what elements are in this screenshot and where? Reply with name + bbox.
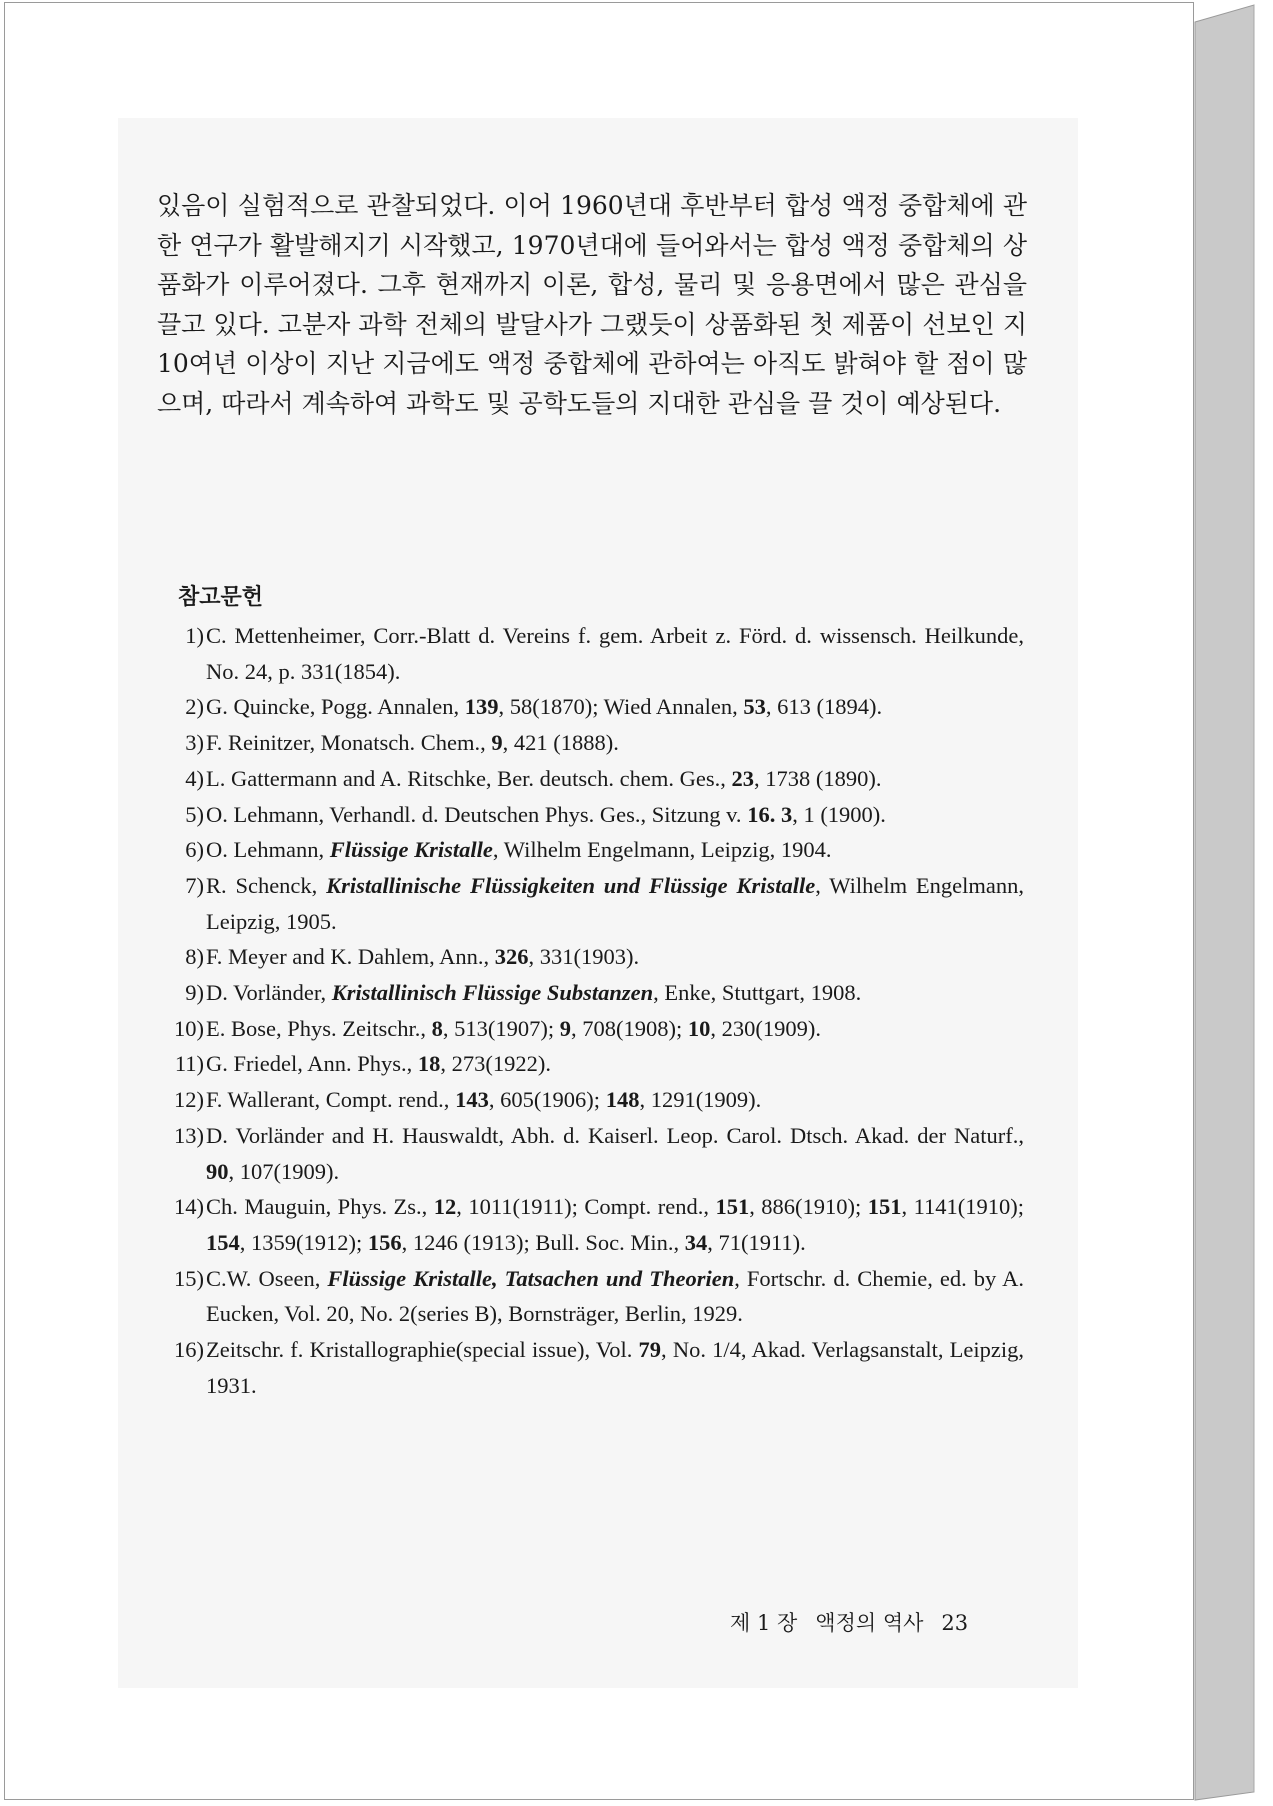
- reference-text: L. Gattermann and A. Ritschke, Ber. deutsch. chem. Ges.,: [206, 765, 732, 791]
- reference-volume: 90: [206, 1158, 229, 1184]
- reference-text: , 331(1903).: [528, 944, 640, 970]
- reference-text: , 605(1906);: [488, 1087, 606, 1113]
- reference-text: , 886(1910);: [749, 1194, 868, 1220]
- reference-number: 3): [185, 730, 204, 756]
- reference-volume: 151: [867, 1194, 902, 1220]
- footer-chapter: 제 1 장: [730, 1611, 798, 1635]
- reference-text: G. Friedel, Ann. Phys.,: [206, 1051, 418, 1077]
- reference-volume: 23: [731, 765, 754, 791]
- reference-text: D. Vorländer and H. Hauswaldt, Abh. d. Kaiserl. Leop. Carol. Dtsch. Akad. der Naturf.,: [206, 1122, 1024, 1148]
- reference-text: O. Lehmann,: [206, 837, 330, 863]
- reference-number: 5): [185, 801, 204, 827]
- reference-text: , 58(1870); Wied Annalen,: [498, 694, 744, 720]
- reference-text: , 613 (1894).: [765, 694, 883, 720]
- reference-volume: 8: [431, 1015, 443, 1041]
- reference-title: Kristallinisch Flüssige Substanzen: [331, 980, 654, 1006]
- reference-item: [166, 868, 1024, 939]
- reference-text: , 513(1907);: [442, 1015, 560, 1041]
- reference-title: Kristallinische Flüssigkeiten und Flüssige Kristalle: [326, 872, 816, 898]
- reference-volume: 10: [687, 1015, 711, 1041]
- reference-text: Ch. Mauguin, Phys. Zs.,: [206, 1194, 434, 1220]
- reference-item: [166, 1261, 1024, 1332]
- reference-text: , 1738 (1890).: [754, 765, 882, 791]
- reference-volume: 156: [367, 1229, 402, 1255]
- body-paragraph: 있음이 실험적으로 관찰되었다. 이어 1960년대 후반부터 합성 액정 중합체에 관한 연구가 활발해지기 시작했고, 1970년대에 들어와서는 합성 액정 중합체의 상품화가 이루어졌다. 그후 현재까지 이론, 합성, 물리 및 응용면에서 많은 관심을 끌고 있다. 고분자 과학 전체의 발달사가 그랬듯이 상품화된 첫 제품이 선보인 지 10여년 이상이 지난 지금에도 액정 중합체에 관하여는 아직도 밝혀야 할 점이 많으며, 따라서 계속하여 과학도 및 공학도들의 지대한 관심을 끌 것이 예상된다.: [157, 191, 1027, 418]
- reference-text: , 230(1909).: [710, 1015, 821, 1041]
- reference-text: F. Reinitzer, Monatsch. Chem.,: [206, 730, 492, 756]
- reference-text: , 421 (1888).: [502, 730, 619, 756]
- reference-text: C. Mettenheimer, Corr.-Blatt d. Vereins f. gem. Arbeit z. Förd. d. wissensch. Heilkunde, No. 24, p. 331(1854).: [206, 623, 1024, 684]
- reference-text: , 1291(1909).: [639, 1087, 762, 1113]
- reference-volume: 151: [715, 1194, 750, 1220]
- reference-item: [166, 1082, 1024, 1118]
- reference-volume: 34: [684, 1229, 708, 1255]
- reference-text: , 1011(1911); Compt. rend.,: [456, 1194, 716, 1220]
- reference-text: G. Quincke, Pogg. Annalen,: [206, 694, 465, 720]
- reference-text: F. Wallerant, Compt. rend.,: [206, 1087, 456, 1113]
- reference-number: 1): [185, 623, 204, 648]
- reference-text: , 1359(1912);: [239, 1229, 368, 1255]
- reference-item: [166, 1189, 1024, 1260]
- reference-text: , 708(1908);: [571, 1015, 688, 1041]
- reference-number: 9): [185, 980, 204, 1006]
- reference-item: [166, 832, 1024, 868]
- reference-number: 2): [185, 694, 204, 720]
- reference-text: , Wilhelm Engelmann, Leipzig, 1904.: [492, 837, 832, 863]
- reference-text: R. Schenck,: [206, 872, 327, 898]
- reference-volume: 16. 3: [747, 801, 793, 827]
- reference-text: C.W. Oseen,: [206, 1265, 328, 1291]
- footer-chapter-title: 액정의 역사: [815, 1611, 924, 1635]
- reference-text: F. Meyer and K. Dahlem, Ann.,: [206, 944, 495, 970]
- reference-number: 10): [174, 1015, 204, 1041]
- reference-item: [166, 975, 1024, 1011]
- reference-volume: 18: [417, 1051, 441, 1077]
- reference-text: , 1141(1910);: [901, 1194, 1024, 1220]
- reference-volume: 53: [743, 694, 766, 720]
- reference-number: 15): [174, 1265, 204, 1291]
- reference-text: Zeitschr. f. Kristallographie(special issue), Vol.: [206, 1337, 639, 1363]
- reference-volume: 139: [464, 694, 499, 720]
- reference-number: 13): [174, 1122, 204, 1148]
- reference-text: D. Vorländer,: [206, 980, 332, 1006]
- reference-text: , 1246 (1913); Bull. Soc. Min.,: [401, 1229, 685, 1255]
- reference-text: , Wilhelm Engelmann, Leipzig, 1905.: [206, 872, 1024, 934]
- reference-text: , No. 1/4, Akad. Verlagsanstalt, Leipzig, 1931.: [206, 1337, 1024, 1398]
- reference-text: , 1 (1900).: [792, 801, 886, 827]
- reference-number: 7): [185, 872, 204, 898]
- reference-item: [166, 725, 1024, 761]
- running-footer: [730, 1607, 1000, 1637]
- page-number: 23: [941, 1611, 969, 1635]
- reference-item: [166, 1011, 1024, 1047]
- reference-number: 16): [174, 1337, 204, 1363]
- reference-volume: 326: [494, 944, 529, 970]
- reference-item: [166, 1118, 1024, 1189]
- reference-number: 12): [174, 1087, 204, 1113]
- references-heading: 참고문헌: [178, 585, 264, 610]
- reference-item: [166, 939, 1024, 975]
- reference-item: [166, 797, 1024, 833]
- reference-text: , 71(1911).: [707, 1229, 806, 1255]
- reference-text: , 273(1922).: [440, 1051, 552, 1077]
- reference-number: 6): [185, 837, 204, 863]
- reference-item: [166, 1046, 1024, 1082]
- reference-text: , 107(1909).: [228, 1158, 340, 1184]
- reference-item: [166, 1332, 1024, 1403]
- reference-volume: 143: [455, 1087, 489, 1113]
- reference-text: , Fortschr. d. Chemie, ed. by A. Eucken, Vol. 20, No. 2(series B), Bornsträger, Berlin, 1929.: [206, 1265, 1024, 1327]
- reference-volume: 9: [491, 730, 503, 756]
- reference-item: [166, 618, 1024, 689]
- reference-number: 4): [185, 765, 204, 791]
- reference-text: O. Lehmann, Verhandl. d. Deutschen Phys. Ges., Sitzung v.: [206, 801, 748, 827]
- reference-number: 8): [185, 944, 204, 970]
- reference-volume: 154: [206, 1229, 240, 1255]
- references-list: [166, 618, 1024, 1403]
- reference-text: E. Bose, Phys. Zeitschr.,: [206, 1015, 432, 1041]
- reference-number: 14): [174, 1194, 204, 1220]
- reference-item: [166, 761, 1024, 797]
- page-stack-edge: [1194, 0, 1273, 1806]
- reference-text: , Enke, Stuttgart, 1908.: [653, 980, 862, 1006]
- reference-volume: 9: [559, 1015, 571, 1041]
- reference-item: [166, 689, 1024, 725]
- reference-volume: 148: [605, 1087, 640, 1113]
- reference-title: Flüssige Kristalle, Tatsachen und Theorien: [327, 1265, 735, 1291]
- reference-volume: 79: [638, 1337, 662, 1363]
- reference-title: Flüssige Kristalle: [329, 837, 493, 863]
- reference-number: 11): [174, 1051, 204, 1077]
- reference-volume: 12: [433, 1194, 457, 1220]
